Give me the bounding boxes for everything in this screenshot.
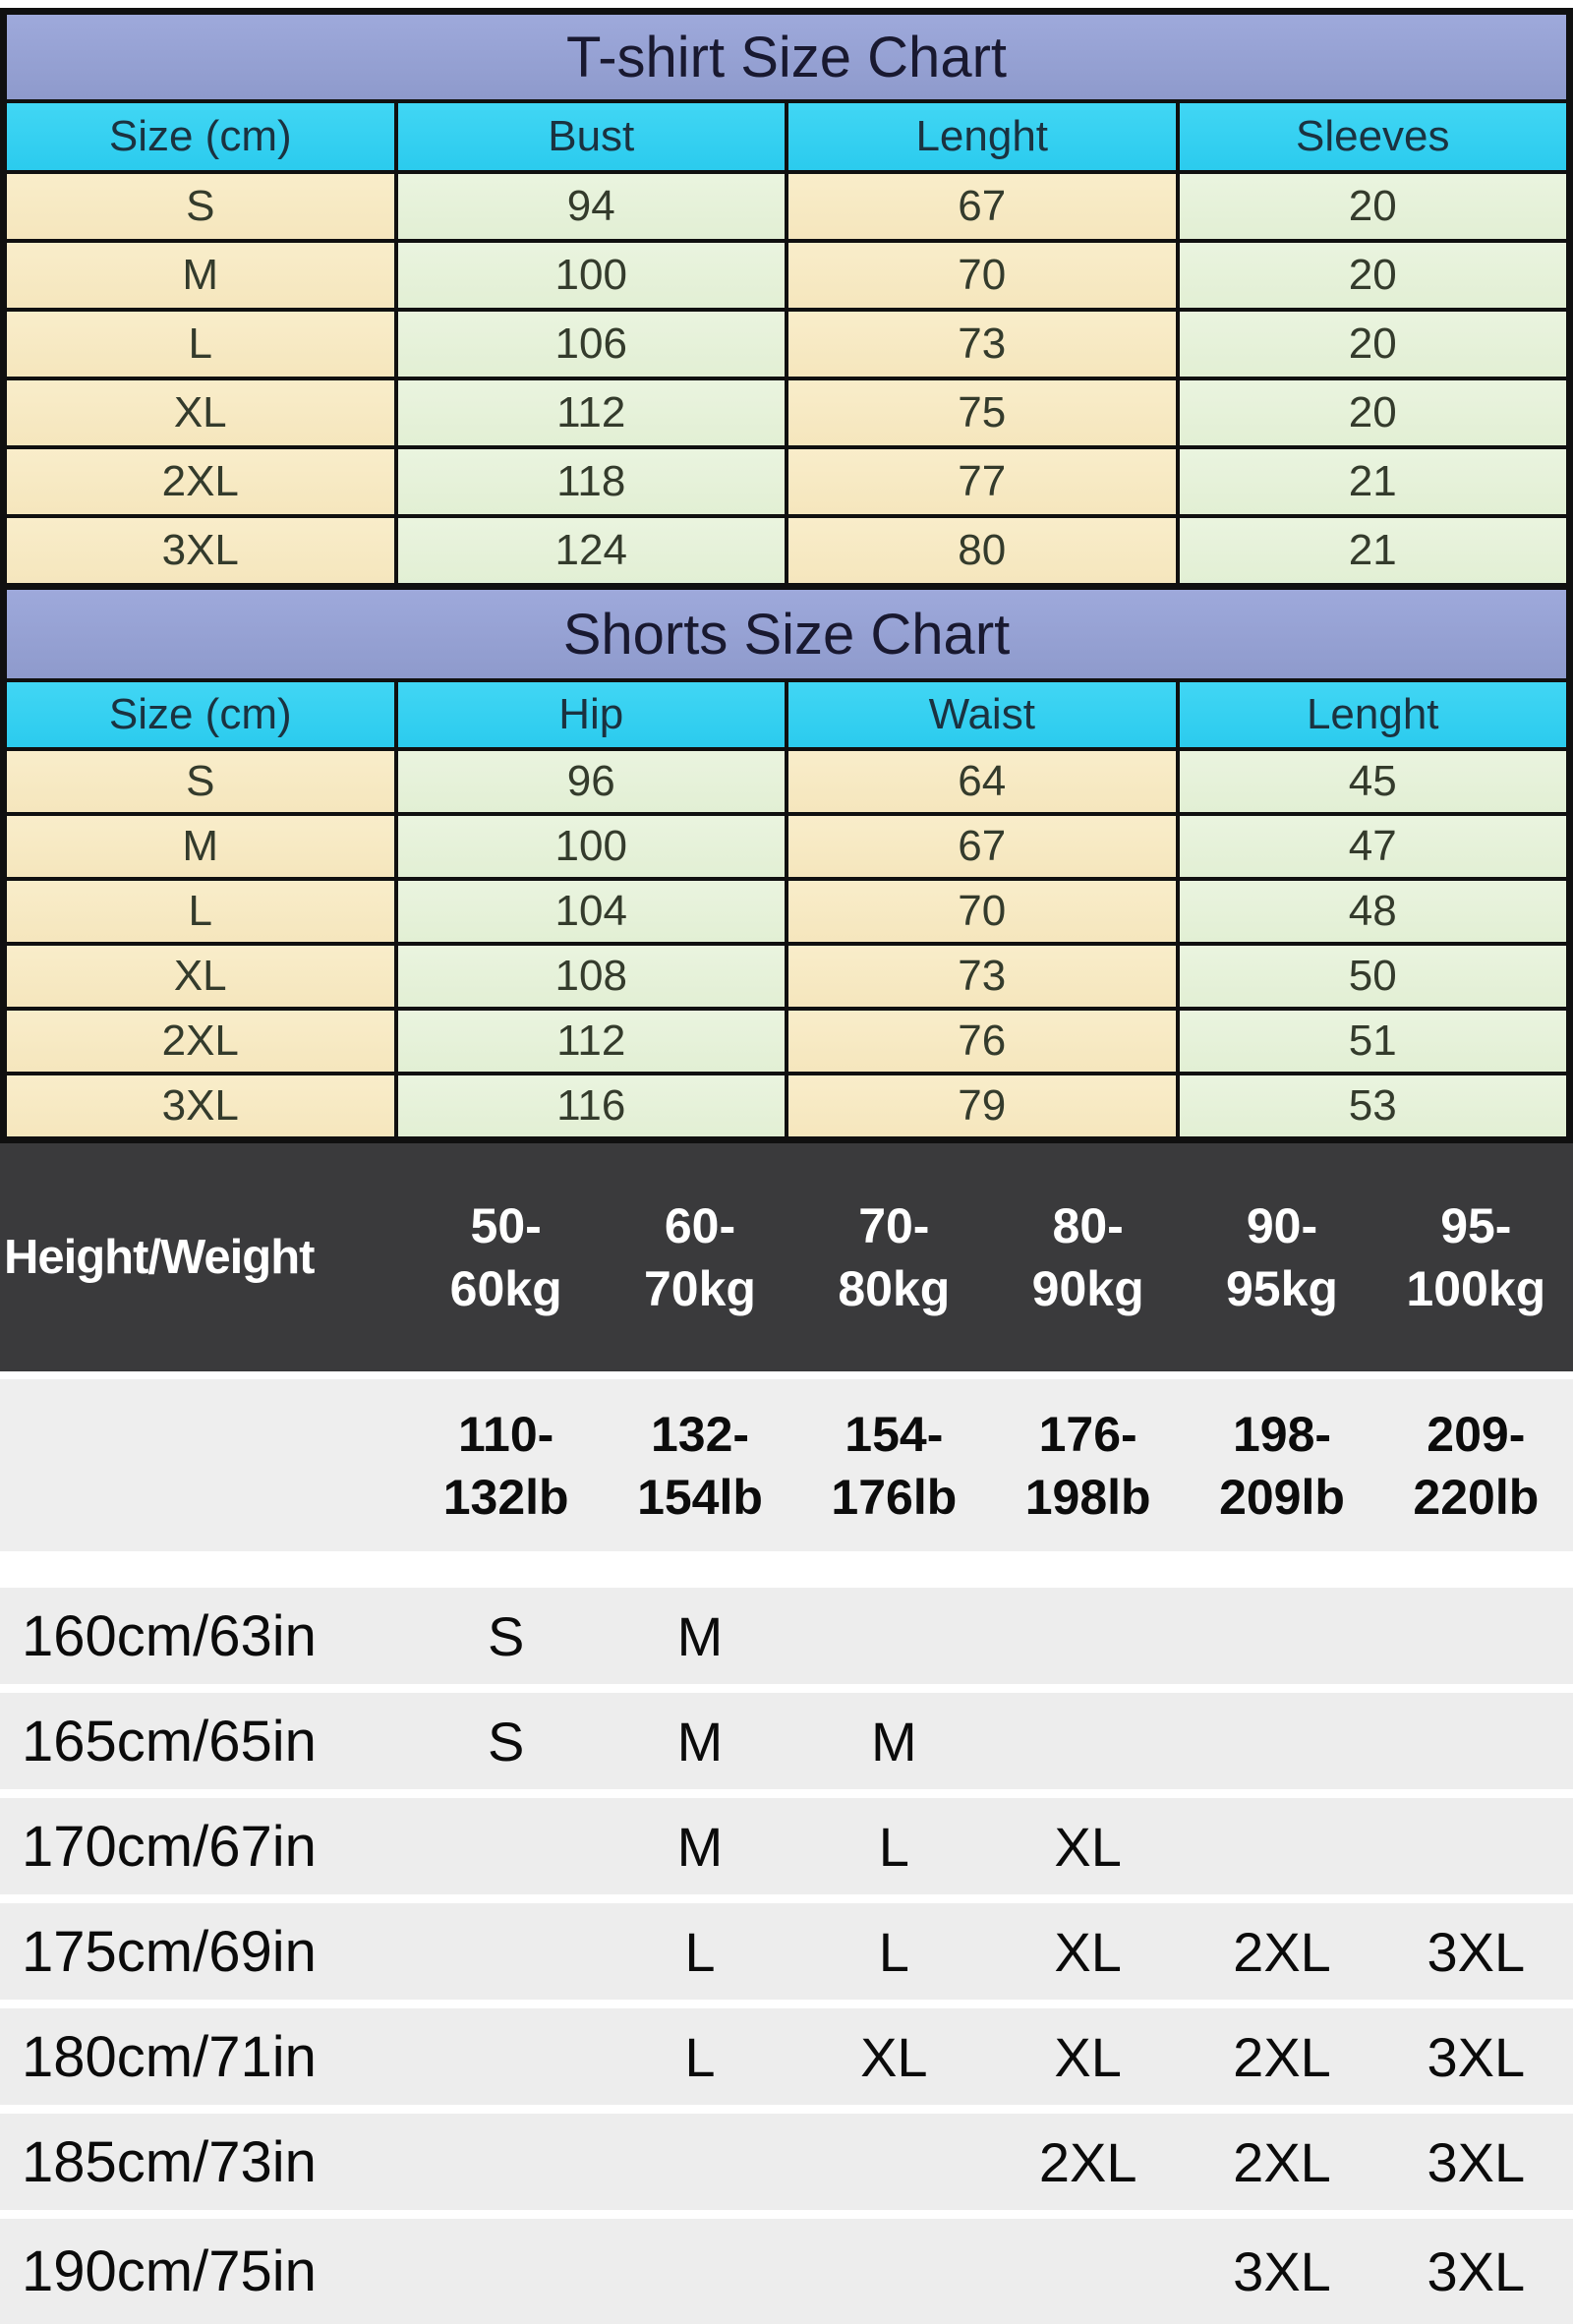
table-cell: 67 [788, 816, 1176, 877]
shorts-header-waist: Waist [788, 682, 1176, 747]
table-cell: 118 [398, 449, 786, 514]
weight-range-line: 176- [1038, 1406, 1137, 1462]
size-recommendation [409, 2114, 603, 2210]
weight-range-line: 198lb [1024, 1469, 1151, 1525]
size-recommendation: S [487, 1604, 525, 1667]
table-cell: 80 [788, 518, 1176, 583]
weight-range-line: 154- [845, 1406, 944, 1462]
height-label: 180cm/71in [22, 2024, 317, 2089]
size-recommendation [409, 2008, 603, 2105]
size-recommendation [409, 2219, 603, 2324]
weight-col-kg [991, 1143, 1185, 1371]
size-recommendation [797, 2114, 991, 2210]
size-recommendation: 2XL [1233, 2130, 1331, 2193]
table-cell: S [7, 751, 394, 812]
table-cell: 20 [1180, 243, 1567, 308]
table-cell: 51 [1180, 1011, 1567, 1072]
size-recommendation: 3XL [1233, 2240, 1331, 2302]
size-recommendation [1379, 1588, 1573, 1684]
table-cell: 124 [398, 518, 786, 583]
size-recommendation: 2XL [1233, 1920, 1331, 1983]
table-cell: L [7, 312, 394, 377]
table-cell: 20 [1180, 312, 1567, 377]
table-cell: M [7, 243, 394, 308]
table-cell: 2XL [7, 449, 394, 514]
size-recommendation: L [878, 1920, 909, 1983]
table-cell: 70 [788, 243, 1176, 308]
table-cell: 47 [1180, 816, 1567, 877]
size-recommendation: 2XL [1233, 2025, 1331, 2088]
table-cell: XL [7, 380, 394, 445]
size-recommendation [1185, 1693, 1378, 1789]
size-recommendation: M [676, 1604, 724, 1667]
fit-row [0, 2219, 1573, 2324]
size-recommendation: XL [1054, 1815, 1122, 1878]
size-recommendation: M [676, 1710, 724, 1772]
table-cell: 112 [398, 380, 786, 445]
weight-range-line: 90kg [1031, 1261, 1144, 1316]
table-cell: 116 [398, 1075, 786, 1136]
weight-range-line: 154lb [637, 1469, 763, 1525]
lb-band-spacer [0, 1379, 409, 1551]
weight-range-line: 132lb [442, 1469, 569, 1525]
height-label: 185cm/73in [22, 2129, 317, 2194]
shorts-chart-title: Shorts Size Chart [7, 590, 1566, 678]
table-cell: 21 [1180, 518, 1567, 583]
table-cell: 48 [1180, 881, 1567, 942]
table-cell: 20 [1180, 380, 1567, 445]
table-cell: 70 [788, 881, 1176, 942]
fit-row [0, 1903, 1573, 2000]
fit-row [0, 1588, 1573, 1684]
size-recommendation [991, 1588, 1185, 1684]
table-cell: 108 [398, 946, 786, 1007]
table-cell: S [7, 174, 394, 239]
weight-range-line: 90- [1246, 1198, 1318, 1253]
size-recommendation [409, 1798, 603, 1894]
size-recommendation [797, 2219, 991, 2324]
weight-range-line: 209- [1427, 1406, 1526, 1462]
table-cell: 2XL [7, 1011, 394, 1072]
size-recommendation: XL [1054, 1920, 1122, 1983]
size-recommendation [603, 2219, 796, 2324]
weight-range-line: 60- [664, 1198, 736, 1253]
weight-col-lb [797, 1379, 991, 1551]
tshirt-header-sleeves: Sleeves [1180, 103, 1567, 170]
shorts-header-lenght: Lenght [1180, 682, 1567, 747]
height-label: 175cm/69in [22, 1919, 317, 1984]
table-cell: 45 [1180, 751, 1567, 812]
weight-range-line: 60kg [449, 1261, 562, 1316]
height-label: 165cm/65in [22, 1709, 317, 1773]
weight-range-line: 198- [1232, 1406, 1332, 1462]
table-cell: 96 [398, 751, 786, 812]
table-cell: 53 [1180, 1075, 1567, 1136]
weight-range-line: 80- [1052, 1198, 1124, 1253]
fit-row [0, 1798, 1573, 1894]
size-recommendation [1185, 1588, 1378, 1684]
table-cell: 75 [788, 380, 1176, 445]
size-recommendation: 3XL [1427, 2240, 1526, 2302]
size-recommendation [603, 2114, 796, 2210]
table-cell: 106 [398, 312, 786, 377]
table-cell: 21 [1180, 449, 1567, 514]
weight-range-line: 70kg [644, 1261, 756, 1316]
weight-range-line: 95kg [1226, 1261, 1338, 1316]
table-cell: 73 [788, 946, 1176, 1007]
weight-range-line: 220lb [1413, 1469, 1540, 1525]
table-cell: 76 [788, 1011, 1176, 1072]
height-label: 160cm/63in [22, 1603, 317, 1668]
size-recommendation: L [684, 2025, 716, 2088]
weight-lb-band [0, 1379, 1573, 1551]
height-label: 190cm/75in [22, 2239, 317, 2303]
table-cell: 20 [1180, 174, 1567, 239]
table-cell: 77 [788, 449, 1176, 514]
table-cell: 94 [398, 174, 786, 239]
shorts-header-size: Size (cm) [7, 682, 394, 747]
size-recommendation: XL [1054, 2025, 1122, 2088]
table-cell: 100 [398, 243, 786, 308]
weight-range-line: 176lb [831, 1469, 958, 1525]
fit-matrix [0, 1588, 1573, 2324]
shorts-size-table [0, 590, 1573, 1143]
size-recommendation: 3XL [1427, 2025, 1526, 2088]
size-recommendation: 3XL [1427, 2130, 1526, 2193]
size-recommendation [1185, 1798, 1378, 1894]
weight-col-lb [1379, 1379, 1573, 1551]
weight-col-lb [991, 1379, 1185, 1551]
tshirt-header-bust: Bust [398, 103, 786, 170]
size-recommendation: L [684, 1920, 716, 1983]
weight-range-line: 100kg [1406, 1261, 1546, 1316]
fit-row [0, 1693, 1573, 1789]
size-recommendation: M [676, 1815, 724, 1878]
size-recommendation [991, 2219, 1185, 2324]
fit-row [0, 2114, 1573, 2210]
weight-range-line: 70- [858, 1198, 930, 1253]
weight-range-line: 132- [650, 1406, 750, 1462]
size-recommendation [1379, 1693, 1573, 1789]
size-recommendation [409, 1903, 603, 2000]
weight-col-kg [603, 1143, 796, 1371]
size-recommendation: L [878, 1815, 909, 1878]
weight-range-line: 95- [1440, 1198, 1512, 1253]
shorts-header-hip: Hip [398, 682, 786, 747]
height-weight-header-band [0, 1143, 1573, 1371]
weight-range-line: 80kg [838, 1261, 951, 1316]
table-cell: 3XL [7, 518, 394, 583]
table-cell: 64 [788, 751, 1176, 812]
size-recommendation: 2XL [1038, 2130, 1137, 2193]
size-recommendation [1379, 1798, 1573, 1894]
weight-col-kg [1379, 1143, 1573, 1371]
size-recommendation: 3XL [1427, 1920, 1526, 1983]
weight-range-line: 209lb [1219, 1469, 1345, 1525]
table-cell: 104 [398, 881, 786, 942]
weight-range-line: 110- [458, 1406, 554, 1462]
height-label: 170cm/67in [22, 1814, 317, 1879]
table-cell: XL [7, 946, 394, 1007]
table-cell: 67 [788, 174, 1176, 239]
fit-row [0, 2008, 1573, 2105]
size-recommendation: XL [860, 2025, 928, 2088]
weight-col-lb [409, 1379, 603, 1551]
weight-col-kg [1185, 1143, 1378, 1371]
weight-col-lb [603, 1379, 796, 1551]
table-cell: 79 [788, 1075, 1176, 1136]
table-cell: M [7, 816, 394, 877]
table-cell: L [7, 881, 394, 942]
size-recommendation [991, 1693, 1185, 1789]
height-weight-corner-label: Height/Weight [4, 1231, 315, 1284]
weight-col-lb [1185, 1379, 1378, 1551]
table-cell: 112 [398, 1011, 786, 1072]
size-recommendation [797, 1588, 991, 1684]
table-cell: 73 [788, 312, 1176, 377]
size-recommendation: S [487, 1710, 525, 1772]
weight-range-line: 50- [470, 1198, 542, 1253]
weight-col-kg [797, 1143, 991, 1371]
tshirt-header-size: Size (cm) [7, 103, 394, 170]
table-cell: 100 [398, 816, 786, 877]
tshirt-chart-title: T-shirt Size Chart [7, 15, 1566, 99]
tshirt-size-table [0, 8, 1573, 590]
table-cell: 3XL [7, 1075, 394, 1136]
tshirt-header-lenght: Lenght [788, 103, 1176, 170]
table-cell: 50 [1180, 946, 1567, 1007]
weight-col-kg [409, 1143, 603, 1371]
size-recommendation: M [870, 1710, 917, 1772]
